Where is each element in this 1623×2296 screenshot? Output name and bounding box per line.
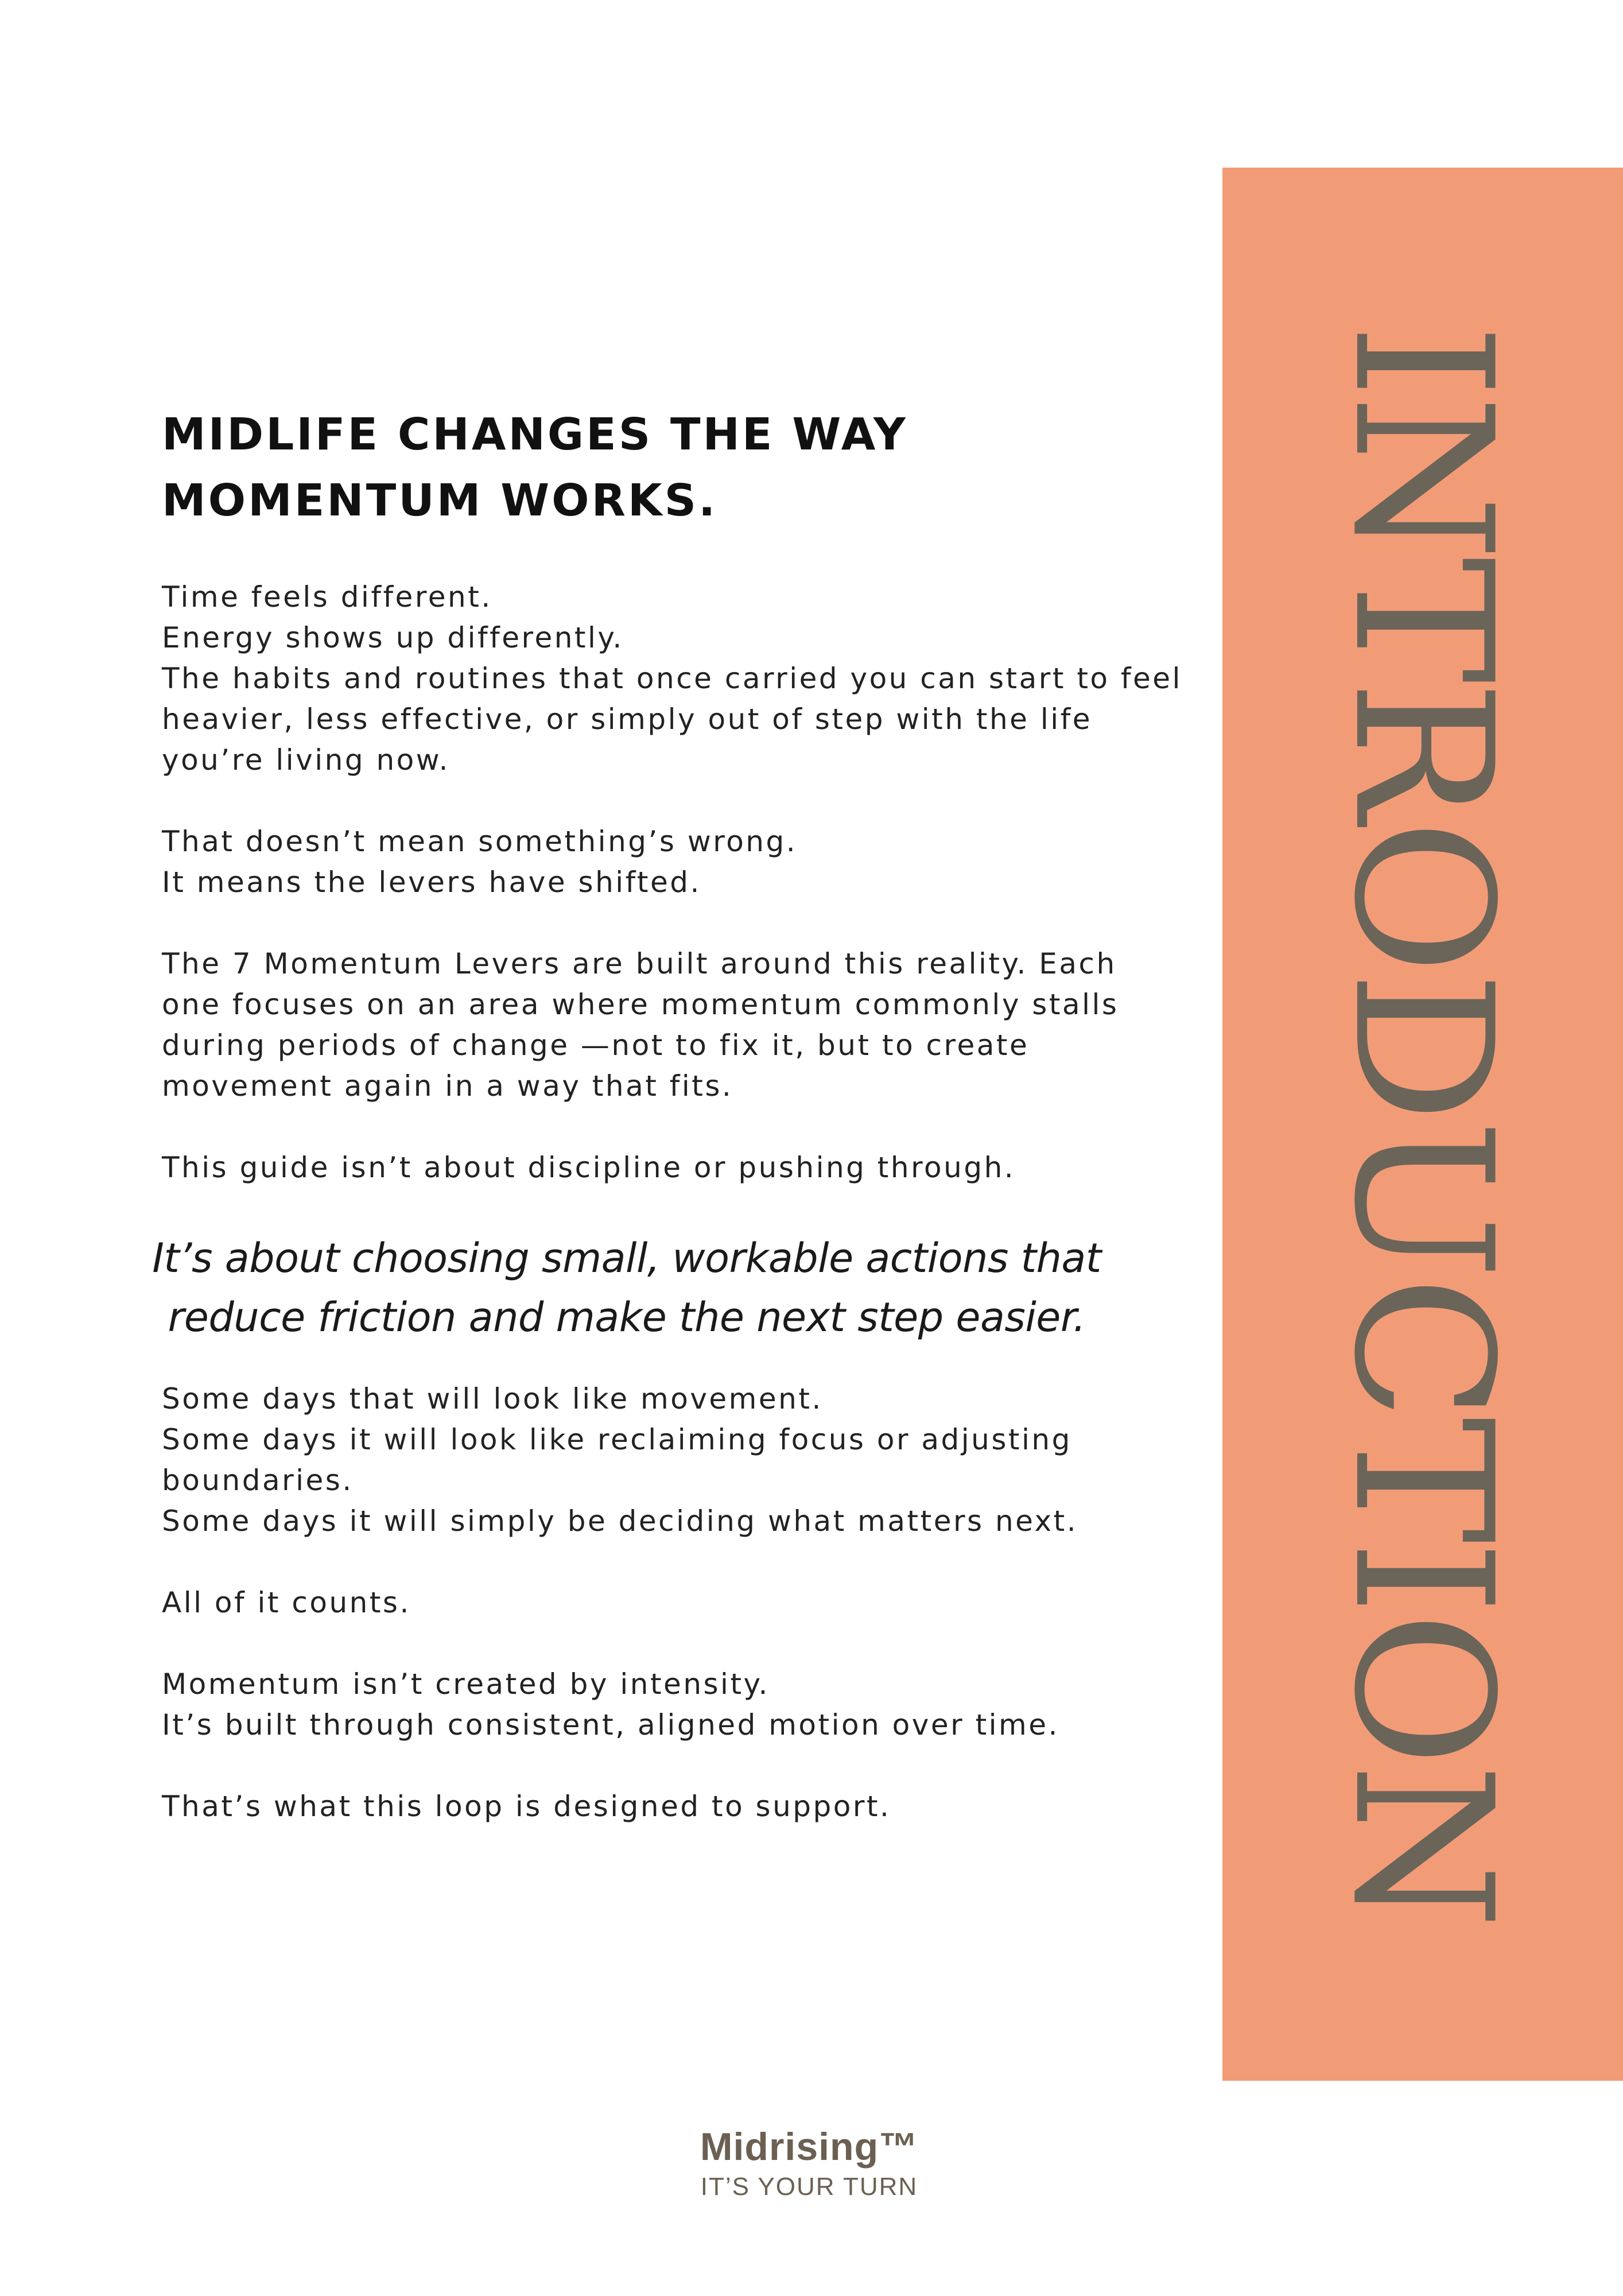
paragraph: [162, 1664, 1195, 1746]
text-line: Time feels different.: [162, 580, 492, 614]
text-line: you’re living now.: [162, 743, 450, 777]
paragraph: [162, 1786, 1195, 1827]
paragraph: [162, 944, 1195, 1107]
footer-logo: [574, 2124, 1045, 2202]
heading-line: MIDLIFE CHANGES THE WAY: [162, 409, 908, 460]
paragraph: [162, 1583, 1195, 1623]
quote-line: reduce friction and make the next step easier.: [168, 1294, 1086, 1341]
text-line: Energy shows up differently.: [162, 621, 624, 654]
section-title-vertical: INTRODUCTION: [1313, 323, 1533, 1926]
text-line: during periods of change —not to fix it, but to create: [162, 1029, 1030, 1062]
text-line: Some days it will simply be deciding what matters next.: [162, 1504, 1078, 1538]
page-heading: [162, 402, 1137, 534]
text-line: The 7 Momentum Levers are built around this reality. Each: [162, 947, 1117, 980]
paragraph: [162, 1379, 1195, 1542]
text-line: Some days it will look like reclaiming focus or adjusting: [162, 1423, 1072, 1456]
text-line: It’s built through consistent, aligned motion over time.: [162, 1708, 1059, 1742]
text-line: Momentum isn’t created by intensity.: [162, 1667, 770, 1701]
paragraph: [162, 577, 1195, 781]
brand-tagline: IT’S YOUR TURN: [700, 2173, 918, 2201]
brand-name: Midrising™: [700, 2125, 919, 2169]
text-line: one focuses on an area where momentum commonly stalls: [162, 988, 1119, 1021]
text-line: The habits and routines that once carried you can start to feel: [162, 662, 1182, 695]
paragraph: [162, 1147, 1195, 1188]
text-line: That doesn’t mean something’s wrong.: [162, 825, 798, 858]
text-line: Some days that will look like movement.: [162, 1382, 823, 1415]
text-line: movement again in a way that fits.: [162, 1069, 733, 1103]
text-line: All of it counts.: [162, 1586, 411, 1619]
text-line: It means the levers have shifted.: [162, 866, 701, 899]
quote-line: It’s about choosing small, workable actions that: [152, 1235, 1101, 1282]
text-line: heavier, less effective, or simply out of step with the life: [162, 703, 1092, 736]
pull-quote: [139, 1229, 1115, 1347]
text-line: That’s what this loop is designed to support.: [162, 1790, 891, 1823]
text-line: boundaries.: [162, 1464, 354, 1497]
side-banner: [1222, 168, 1623, 2081]
text-line: This guide isn’t about discipline or pushing through.: [162, 1151, 1016, 1184]
body-text: [152, 577, 1195, 1868]
heading-line: MOMENTUM WORKS.: [162, 475, 718, 526]
paragraph: [162, 821, 1195, 903]
